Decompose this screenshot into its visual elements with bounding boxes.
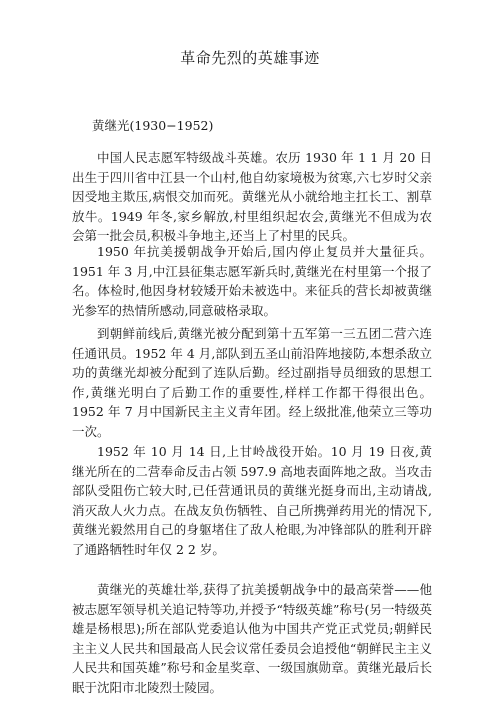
paragraph-4: 1952 年 10 月 14 日,上甘岭战役开始。10 月 19 日夜,黄继光所在的二营奉命反击占领 597.9 高地表面阵地之敌。当攻击部队受阻伤亡较大时,已任营通讯员的黄继光挺身而出,主动请战,消灭敌人火力点。在战友负伤牺牲、自己所携弹药用光的情况下,黄继光毅然用自己的身躯堵住了敌人枪眼,为冲锋部队的胜利开辟了通路牺牲时年仅 2 2 岁。 — [72, 444, 432, 557]
page-title: 革命先烈的英雄事迹 — [180, 49, 320, 67]
paragraph-3: 到朝鲜前线后,黄继光被分配到第十五军第一三五团二营六连任通讯员。1952 年 4 月,部队到五圣山前沿阵地接防,本想杀敌立功的黄继光却被分配到了连队后勤。经过副指导员细致的思想工作,黄继光明白了后勤工作的重要性,样样工作都干得很出色。1952 年 7 月中国新民主主义青年团。经上级批准,他荣立三等功一次。 — [72, 326, 432, 439]
paragraph-5: 黄继光的英雄壮举,获得了抗美援朝战争中的最高荣誉——他被志愿军领导机关追记特等功,并授予“特级英雄”称号(另一特级英雄是杨根思);所在部队党委追认他为中国共产党正式党员;朝鲜民主主义人民共和国最高人民会议常任委员会追授他“朝鲜民主主义人民共和国英雄”称号和金星奖章、一级国旗勋章。黄继光最后长眠于沈阳市北陵烈士陵园。 — [72, 582, 432, 695]
paragraph-1: 中国人民志愿军特级战斗英雄。农历 1930 年 1 1 月 20 日出生于四川省中江县一个山村,他自幼家境极为贫寒,六七岁时父亲因受地主欺压,病恨交加而死。黄继光从小就给地主扛长工、割草放牛。1949 年冬,家乡解放,村里组织起农会,黄继光不但成为农会第一批会员,积极斗争地主,还当上了村里的民兵。 — [72, 150, 432, 243]
paragraph-2: 1950 年抗美援朝战争开始后,国内停止复员并大量征兵。1951 年 3 月,中江县征集志愿军新兵时,黄继光在村里第一个报了名。体检时,他因身材较矮开始未被选中。来征兵的营长却被黄继光参军的热情所感动,同意破格录取。 — [72, 244, 432, 318]
section-heading: 黄继光(1930−1952) — [92, 118, 214, 133]
